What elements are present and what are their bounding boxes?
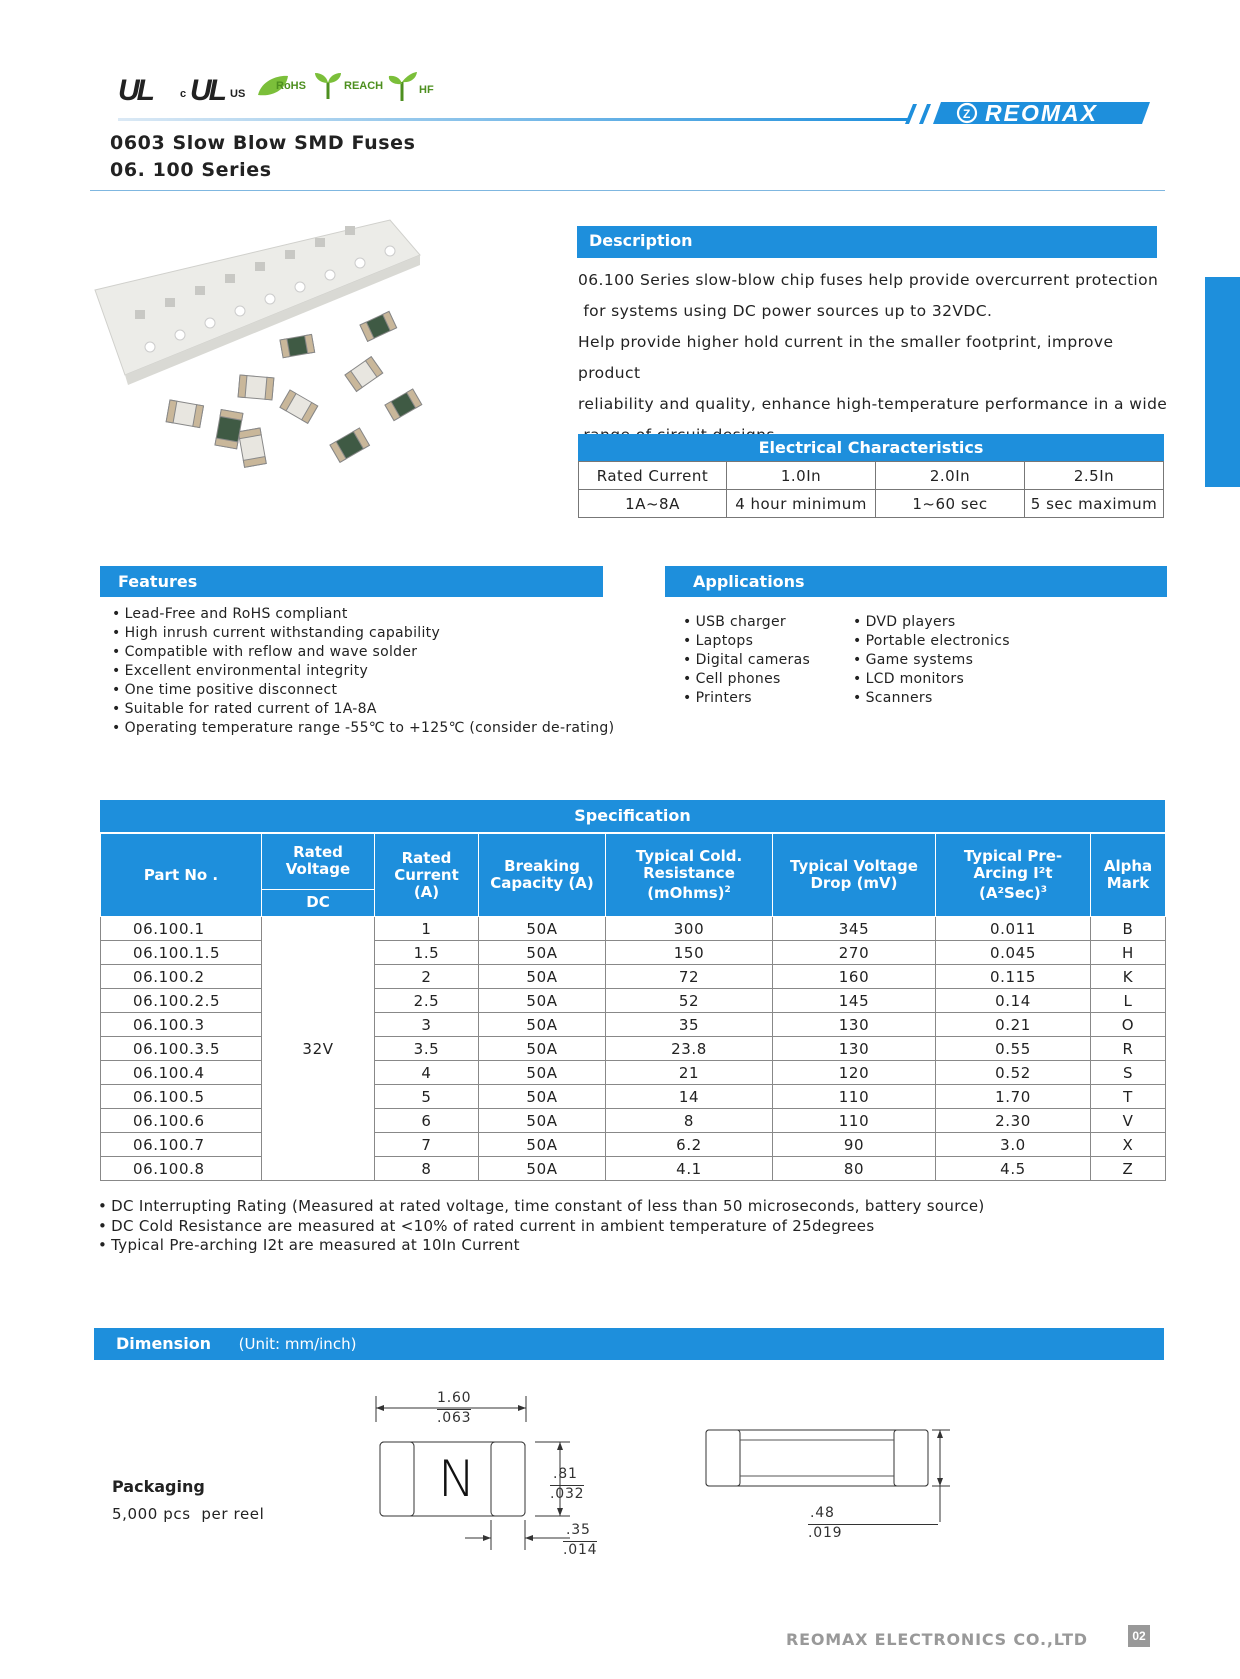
feature-item: • Suitable for rated current of 1A-8A xyxy=(112,700,632,719)
table-cell: H xyxy=(1091,941,1166,965)
table-cell: 160 xyxy=(773,965,936,989)
table-cell: 0.011 xyxy=(936,917,1091,941)
header-cold-resistance xyxy=(606,834,773,917)
table-row xyxy=(101,1061,1166,1085)
table-cell: 90 xyxy=(773,1133,936,1157)
table-cell: 2 xyxy=(375,965,479,989)
feature-item: • One time positive disconnect xyxy=(112,681,632,700)
product-photo xyxy=(90,200,430,490)
cap-length-inch: .014 xyxy=(563,1542,598,1558)
specification-table xyxy=(100,833,1166,1181)
table-cell: 1A~8A xyxy=(579,490,727,518)
ul-logo: UL xyxy=(118,74,152,107)
electrical-table xyxy=(578,461,1164,518)
table-row xyxy=(101,1037,1166,1061)
page-number: 02 xyxy=(1128,1625,1150,1647)
table-row xyxy=(101,1157,1166,1181)
table-cell: 1.70 xyxy=(936,1085,1091,1109)
application-item: • DVD players xyxy=(853,613,1053,632)
voltage-cell: 32V xyxy=(262,917,375,1181)
table-cell: 50A xyxy=(479,965,606,989)
height-mm: .48 xyxy=(810,1505,835,1521)
description-line: reliability and quality, enhance high-temperature performance in a wide xyxy=(578,395,1168,413)
spec-note: • DC Interrupting Rating (Measured at rated voltage, time constant of less than 50 microseconds, battery source) xyxy=(98,1197,1178,1217)
specification-notes xyxy=(98,1197,1178,1256)
table-cell: 6.2 xyxy=(606,1133,773,1157)
header-rated-voltage: Rated Voltage xyxy=(262,834,375,890)
table-cell: S xyxy=(1091,1061,1166,1085)
spec-note: • DC Cold Resistance are measured at <10% of rated current in ambient temperature of 25degrees xyxy=(98,1217,1178,1237)
table-cell: 3.5 xyxy=(375,1037,479,1061)
table-cell: 7 xyxy=(375,1133,479,1157)
table-cell: 5 sec maximum xyxy=(1025,490,1164,518)
description-line: Help provide higher hold current in the smaller footprint, improve product xyxy=(578,333,1114,382)
table-cell: 0.21 xyxy=(936,1013,1091,1037)
table-cell: 0.52 xyxy=(936,1061,1091,1085)
table-header-row xyxy=(101,834,1166,890)
dimension-unit: (Unit: mm/inch) xyxy=(238,1335,357,1353)
application-item: • Game systems xyxy=(853,651,1053,670)
description-heading xyxy=(577,226,1157,258)
table-cell: 06.100.1 xyxy=(101,917,262,941)
table-cell: B xyxy=(1091,917,1166,941)
table-cell: 50A xyxy=(479,1133,606,1157)
reach-text: REACH xyxy=(344,80,384,92)
table-cell: 6 xyxy=(375,1109,479,1133)
marking-letter: N xyxy=(438,1450,476,1508)
cul-c-text: c xyxy=(180,88,187,100)
table-cell: 0.55 xyxy=(936,1037,1091,1061)
table-cell: 4 xyxy=(375,1061,479,1085)
rohs-text: RoHS xyxy=(276,80,306,92)
packaging-text: 5,000 pcs per reel xyxy=(112,1505,265,1523)
application-item: • Scanners xyxy=(853,689,1053,708)
table-cell: 50A xyxy=(479,941,606,965)
header-breaking-capacity: Breaking Capacity (A) xyxy=(479,834,606,917)
height-inch: .019 xyxy=(808,1524,938,1541)
application-item: • USB charger xyxy=(683,613,853,632)
application-item: • Cell phones xyxy=(683,670,853,689)
table-cell: 06.100.1.5 xyxy=(101,941,262,965)
brand-logo xyxy=(905,100,1150,126)
table-cell: O xyxy=(1091,1013,1166,1037)
hf-text: HF xyxy=(419,84,434,96)
header-rated-current: Rated Current (A) xyxy=(375,834,479,917)
table-cell: 110 xyxy=(773,1109,936,1133)
header-rule xyxy=(118,118,908,121)
table-row xyxy=(101,1013,1166,1037)
footnote-mark: 3 xyxy=(1040,885,1048,895)
table-cell: 1.0In xyxy=(727,462,876,490)
table-cell: 35 xyxy=(606,1013,773,1037)
width-mm: .81 xyxy=(553,1466,578,1482)
table-row xyxy=(579,462,1164,490)
description-line: for systems using DC power sources up to 32VDC. xyxy=(578,302,993,320)
features-list xyxy=(112,605,632,738)
header-voltage-drop: Typical Voltage Drop (mV) xyxy=(773,834,936,917)
table-row xyxy=(101,1085,1166,1109)
header-alpha-mark: Alpha Mark xyxy=(1091,834,1166,917)
table-cell: 50A xyxy=(479,917,606,941)
applications-heading-text: Applications xyxy=(693,572,805,591)
table-cell: 4.5 xyxy=(936,1157,1091,1181)
page-title: 0603 Slow Blow SMD Fuses xyxy=(110,132,416,154)
feature-item: • High inrush current withstanding capability xyxy=(112,624,632,643)
table-cell: 06.100.5 xyxy=(101,1085,262,1109)
application-item: • Laptops xyxy=(683,632,853,651)
description-text xyxy=(578,265,1178,451)
application-item: • Digital cameras xyxy=(683,651,853,670)
hf-leaf-icon xyxy=(388,70,418,107)
application-item: • LCD monitors xyxy=(853,670,1053,689)
footer-company: REOMAX ELECTRONICS CO.,LTD xyxy=(786,1630,1088,1649)
table-cell: 23.8 xyxy=(606,1037,773,1061)
table-cell: 06.100.3.5 xyxy=(101,1037,262,1061)
table-cell: 21 xyxy=(606,1061,773,1085)
table-cell: 0.115 xyxy=(936,965,1091,989)
applications-list-left xyxy=(683,613,853,708)
dimension-heading xyxy=(94,1328,1164,1360)
table-cell: L xyxy=(1091,989,1166,1013)
header-pre-arcing-text: Typical Pre-Arcing I²t (A²Sec) xyxy=(963,847,1063,902)
table-cell: R xyxy=(1091,1037,1166,1061)
electrical-heading: Electrical Characteristics xyxy=(578,434,1164,461)
table-cell: 14 xyxy=(606,1085,773,1109)
specification-heading: Specification xyxy=(100,800,1165,833)
table-cell: 345 xyxy=(773,917,936,941)
table-cell: 50A xyxy=(479,989,606,1013)
table-cell: 1~60 sec xyxy=(876,490,1025,518)
table-cell: 2.5In xyxy=(1025,462,1164,490)
table-cell: 72 xyxy=(606,965,773,989)
header-part-no: Part No . xyxy=(101,834,262,917)
table-cell: 50A xyxy=(479,1109,606,1133)
table-cell: 1 xyxy=(375,917,479,941)
description-heading-text: Description xyxy=(589,231,693,250)
cap-length-mm: .35 xyxy=(566,1522,591,1538)
table-cell: 0.14 xyxy=(936,989,1091,1013)
brand-name: REOMAX xyxy=(985,100,1098,126)
table-cell: 5 xyxy=(375,1085,479,1109)
table-cell: T xyxy=(1091,1085,1166,1109)
table-cell: 120 xyxy=(773,1061,936,1085)
table-cell: V xyxy=(1091,1109,1166,1133)
table-cell: K xyxy=(1091,965,1166,989)
feature-item: • Operating temperature range -55℃ to +125℃ (consider de-rating) xyxy=(112,719,632,738)
table-row xyxy=(101,1109,1166,1133)
application-item: • Printers xyxy=(683,689,853,708)
header-cold-resistance-text: Typical Cold. Resistance (mOhms) xyxy=(635,847,743,902)
length-mm: 1.60 xyxy=(437,1390,472,1406)
table-cell: 3.0 xyxy=(936,1133,1091,1157)
table-cell: 06.100.7 xyxy=(101,1133,262,1157)
table-cell: 06.100.6 xyxy=(101,1109,262,1133)
applications-list-right xyxy=(853,613,1053,708)
table-row xyxy=(101,941,1166,965)
table-cell: 50A xyxy=(479,1037,606,1061)
specification xyxy=(100,800,1165,1181)
table-cell: Rated Current xyxy=(579,462,727,490)
header-dc: DC xyxy=(262,889,375,916)
table-cell: 110 xyxy=(773,1085,936,1109)
table-cell: Z xyxy=(1091,1157,1166,1181)
title-rule xyxy=(90,190,1165,191)
table-cell: 130 xyxy=(773,1013,936,1037)
feature-item: • Lead-Free and RoHS compliant xyxy=(112,605,632,624)
table-cell: 300 xyxy=(606,917,773,941)
table-cell: 2.5 xyxy=(375,989,479,1013)
table-cell: 06.100.2.5 xyxy=(101,989,262,1013)
cul-logo: UL xyxy=(190,74,224,107)
table-row xyxy=(101,917,1166,941)
header-pre-arcing xyxy=(936,834,1091,917)
length-inch: .063 xyxy=(437,1410,472,1426)
electrical-characteristics xyxy=(578,434,1164,518)
cul-us-text: US xyxy=(230,88,246,100)
table-cell: 06.100.3 xyxy=(101,1013,262,1037)
table-cell: 270 xyxy=(773,941,936,965)
application-item: • Portable electronics xyxy=(853,632,1053,651)
table-cell: 50A xyxy=(479,1085,606,1109)
table-cell: 145 xyxy=(773,989,936,1013)
table-cell: X xyxy=(1091,1133,1166,1157)
table-row xyxy=(579,490,1164,518)
table-cell: 130 xyxy=(773,1037,936,1061)
page-subtitle: 06. 100 Series xyxy=(110,159,272,181)
packaging-heading: Packaging xyxy=(112,1477,205,1496)
table-cell: 8 xyxy=(606,1109,773,1133)
table-cell: 06.100.2 xyxy=(101,965,262,989)
applications-heading xyxy=(665,566,1167,597)
footnote-mark: 2 xyxy=(724,885,731,895)
dimension-heading-text: Dimension xyxy=(116,1334,212,1353)
table-cell: 2.30 xyxy=(936,1109,1091,1133)
table-cell: 4.1 xyxy=(606,1157,773,1181)
table-cell: 4 hour minimum xyxy=(727,490,876,518)
table-cell: 52 xyxy=(606,989,773,1013)
feature-item: • Excellent environmental integrity xyxy=(112,662,632,681)
table-row xyxy=(101,965,1166,989)
description-line: 06.100 Series slow-blow chip fuses help provide overcurrent protection xyxy=(578,271,1159,289)
svg-text:Z: Z xyxy=(963,107,971,121)
table-cell: 1.5 xyxy=(375,941,479,965)
table-cell: 2.0In xyxy=(876,462,1025,490)
table-cell: 3 xyxy=(375,1013,479,1037)
feature-item: • Compatible with reflow and wave solder xyxy=(112,643,632,662)
features-heading xyxy=(100,566,603,597)
table-cell: 8 xyxy=(375,1157,479,1181)
table-cell: 50A xyxy=(479,1157,606,1181)
certification-logos xyxy=(118,70,458,110)
table-cell: 50A xyxy=(479,1061,606,1085)
table-cell: 150 xyxy=(606,941,773,965)
table-cell: 0.045 xyxy=(936,941,1091,965)
table-cell: 06.100.8 xyxy=(101,1157,262,1181)
features-heading-text: Features xyxy=(118,572,198,591)
table-cell: 50A xyxy=(479,1013,606,1037)
table-row xyxy=(101,1133,1166,1157)
spec-note: • Typical Pre-arching I2t are measured at 10In Current xyxy=(98,1236,1178,1256)
sprout-icon xyxy=(313,70,343,105)
table-cell: 06.100.4 xyxy=(101,1061,262,1085)
width-inch: .032 xyxy=(550,1486,585,1502)
table-cell: 80 xyxy=(773,1157,936,1181)
side-tab xyxy=(1205,277,1240,487)
table-row xyxy=(101,989,1166,1013)
